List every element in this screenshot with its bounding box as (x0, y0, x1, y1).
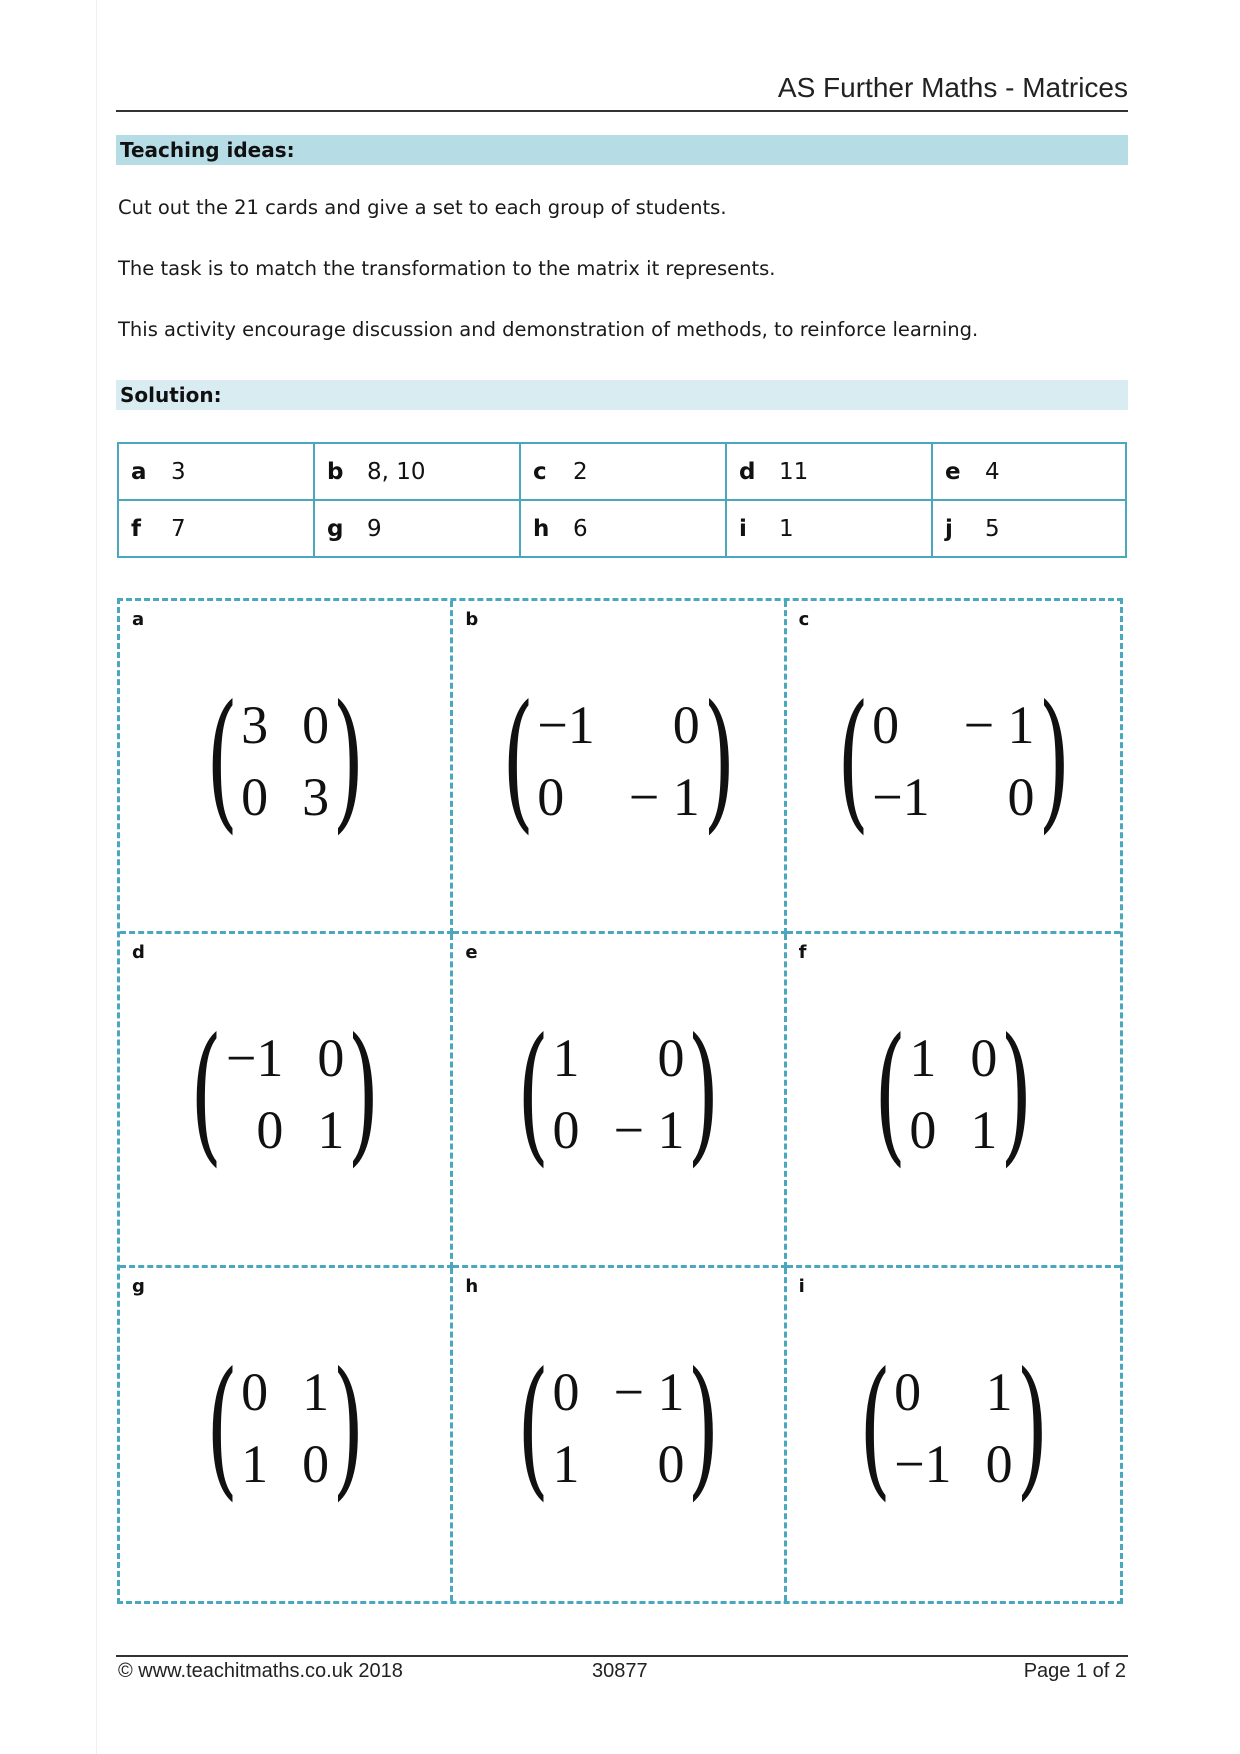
teaching-paragraph: Cut out the 21 cards and give a set to each group of students. (118, 196, 727, 219)
solution-answer: 11 (779, 458, 809, 485)
matrix-entry: 3 (302, 767, 330, 827)
solution-answer: 2 (573, 458, 588, 485)
right-paren: ) (332, 674, 365, 848)
solution-letter: b (327, 458, 344, 485)
right-paren: ) (1015, 1340, 1048, 1515)
matrix-entry: 0 (302, 695, 330, 755)
matrix-entry: −1 (894, 1433, 952, 1494)
page-title: AS Further Maths - Matrices (777, 72, 1128, 103)
matrix-entry: 1 (970, 1100, 998, 1161)
matrix-card[interactable] (787, 934, 1120, 1267)
left-paren: ( (517, 1340, 550, 1515)
footer-resource-code: 30877 (592, 1660, 648, 1682)
matrix-entry: 0 (241, 767, 269, 827)
right-paren: ) (1037, 674, 1070, 848)
matrix-entry: 0 (552, 1361, 580, 1422)
left-paren: ( (873, 1007, 907, 1182)
matrix-entry: 0 (552, 1100, 580, 1161)
matrix-card[interactable] (453, 1268, 786, 1601)
card-letter: c (798, 609, 810, 630)
right-paren: ) (687, 1007, 720, 1182)
matrix-entry: −1 (872, 767, 930, 827)
matrix-entry: − 1 (628, 767, 700, 827)
matrix-entry: −1 (537, 695, 595, 755)
solution-answer: 7 (171, 515, 186, 542)
card-letter: i (798, 1275, 805, 1297)
right-paren: ) (702, 674, 736, 848)
matrix (453, 1340, 783, 1515)
solution-heading: Solution: (116, 380, 1128, 410)
solution-cell (118, 443, 314, 500)
matrix-entry: − 1 (613, 1100, 685, 1161)
matrix (120, 1340, 450, 1515)
solution-cell (520, 500, 726, 557)
solution-letter: i (739, 515, 747, 542)
header-divider (116, 110, 1128, 112)
matrix-entry: 0 (985, 1433, 1013, 1494)
matrix-entry: 1 (552, 1028, 580, 1089)
matrix-entry: 1 (241, 1433, 269, 1494)
card-letter: g (132, 1275, 145, 1297)
matrix-card[interactable] (120, 601, 453, 934)
matrix-entry: 1 (317, 1100, 345, 1161)
solution-letter: j (945, 515, 953, 542)
matrix-entry: 0 (672, 695, 700, 755)
left-paren: ( (836, 674, 869, 848)
solution-cell (520, 443, 726, 500)
solution-letter: h (533, 515, 550, 542)
matrix-entry: 1 (985, 1361, 1013, 1422)
solution-cell (314, 500, 520, 557)
card-letter: f (798, 942, 807, 964)
matrix-card[interactable] (787, 1268, 1120, 1601)
left-paren: ( (858, 1340, 891, 1515)
left-paren: ( (517, 1007, 550, 1182)
matrix (120, 674, 450, 848)
solution-answer: 6 (573, 515, 588, 542)
matrix-card[interactable] (453, 934, 786, 1267)
card-grid (117, 598, 1123, 1604)
footer-copyright: © www.teachitmaths.co.uk 2018 (118, 1660, 403, 1682)
right-paren: ) (347, 1007, 380, 1182)
matrix-entry: − 1 (963, 695, 1035, 755)
solution-answer: 5 (985, 515, 1000, 542)
teaching-ideas-heading: Teaching ideas: (116, 135, 1128, 165)
solution-letter: e (945, 458, 961, 485)
solution-cell (118, 500, 314, 557)
matrix (787, 1007, 1120, 1182)
solution-letter: a (131, 458, 147, 485)
matrix-entry: 0 (657, 1433, 685, 1494)
matrix-entry: 1 (302, 1361, 330, 1422)
matrix-card[interactable] (787, 601, 1120, 934)
solution-cell (314, 443, 520, 500)
solution-letter: d (739, 458, 756, 485)
matrix-entry: − 1 (613, 1361, 685, 1422)
solution-answer: 1 (779, 515, 794, 542)
matrix-entry: 0 (970, 1028, 998, 1089)
matrix-entry: 0 (302, 1433, 330, 1494)
solution-answer: 3 (171, 458, 186, 485)
solution-table (117, 442, 1127, 558)
solution-letter: g (327, 515, 344, 542)
matrix-entry: 1 (552, 1433, 580, 1494)
matrix-entry: 0 (657, 1028, 685, 1089)
left-paren: ( (190, 1007, 223, 1182)
left-paren: ( (205, 1340, 238, 1515)
solution-answer: 4 (985, 458, 1000, 485)
matrix-entry: 1 (909, 1028, 937, 1089)
matrix-entry: 0 (894, 1361, 922, 1422)
right-paren: ) (687, 1340, 720, 1515)
solution-cell (932, 443, 1126, 500)
matrix (453, 1007, 783, 1182)
card-letter: b (465, 609, 479, 630)
matrix-entry: 0 (1007, 767, 1035, 827)
right-paren: ) (332, 1340, 365, 1515)
matrix-entry: 0 (241, 1361, 269, 1422)
solution-letter: f (131, 515, 142, 542)
matrix-card[interactable] (120, 1268, 453, 1601)
solution-letter: c (533, 458, 547, 485)
card-letter: a (132, 609, 145, 630)
solution-cell (726, 500, 932, 557)
left-paren: ( (205, 674, 238, 848)
page-edge (96, 0, 97, 1754)
card-letter: e (465, 942, 478, 964)
matrix-card[interactable] (453, 601, 786, 934)
solution-row (118, 443, 1126, 500)
solution-row (118, 500, 1126, 557)
solution-answer: 8, 10 (367, 458, 426, 485)
solution-cell (932, 500, 1126, 557)
matrix-entry: 0 (317, 1028, 345, 1089)
matrix-entry: 0 (909, 1100, 937, 1161)
matrix-entry: −1 (225, 1028, 284, 1089)
matrix-card[interactable] (120, 934, 453, 1267)
solution-answer: 9 (367, 515, 382, 542)
matrix-entry: 0 (872, 695, 900, 755)
footer-page-number: Page 1 of 2 (1023, 1660, 1126, 1682)
matrix-entry: 3 (241, 695, 269, 755)
left-paren: ( (501, 674, 535, 848)
matrix (120, 1007, 450, 1182)
matrix (787, 1340, 1120, 1515)
card-letter: d (132, 942, 145, 964)
teaching-paragraph: The task is to match the transformation to the matrix it represents. (118, 257, 776, 280)
matrix-entry: 0 (537, 767, 565, 827)
solution-cell (726, 443, 932, 500)
right-paren: ) (1000, 1007, 1033, 1182)
card-letter: h (465, 1275, 479, 1297)
footer-divider (116, 1655, 1128, 1657)
matrix (453, 674, 783, 848)
matrix (787, 674, 1120, 848)
teaching-paragraph: This activity encourage discussion and demonstration of methods, to reinforce learning. (118, 318, 979, 341)
matrix-entry: 0 (256, 1100, 284, 1161)
